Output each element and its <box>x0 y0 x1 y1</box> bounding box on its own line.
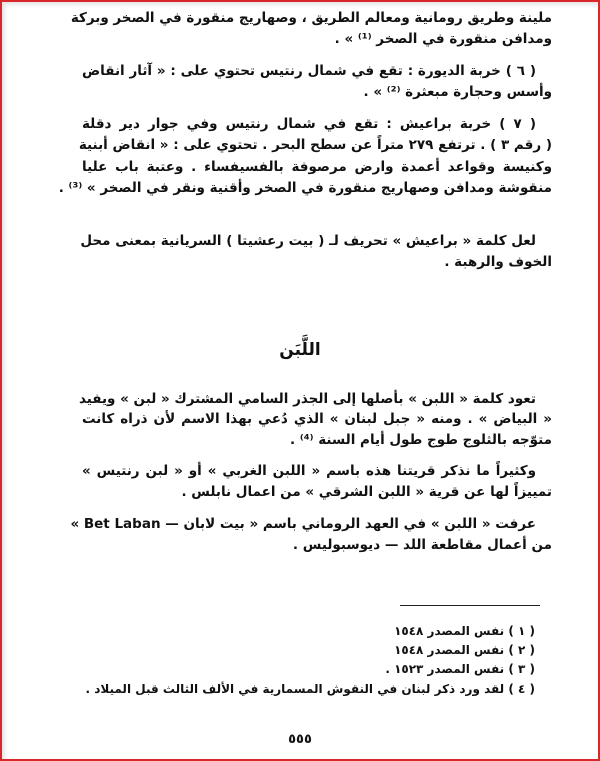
text-line: « البياض » . ومنه « جبل لبنان » الذي دُعي بهذا الاسم لأن ذراه كانت <box>82 411 552 427</box>
text-line: لعل كلمة « براعيش » تحريف لـ ( بيت رعشيتا ) السريانية بمعنى محل <box>80 233 536 249</box>
text-line: وأسس وحجارة مبعثرة ⁽²⁾ » . <box>363 84 552 100</box>
text-line: منقوشة ومدافن وصهاريج منقورة في الصخر وأقنية ونقر في الصخر » ⁽³⁾ . <box>58 180 552 196</box>
text-line: ( ٦ ) خربة الديورة : تقع في شمال رنتيس تحتوي على : « آثار انقاض <box>82 63 537 79</box>
text-line: ( ٧ ) خربة براعيش : تقع في شمال رنتيس وفي جوار دير دقلة <box>82 116 536 132</box>
footnote: ( ٤ ) لقد ورد ذكر لبنان في النقوش المسمارية في الألف الثالث قبل الميلاد . <box>85 682 535 696</box>
text-line: ملينة وطريق رومانية ومعالم الطريق ، وصهاريج منقورة في الصخر وبركة <box>70 10 552 26</box>
footnote: ( ٣ ) نفس المصدر ١٥٢٣ . <box>385 662 535 676</box>
text-line: من أعمال مقاطعة اللد — ديوسبوليس . <box>292 537 552 553</box>
text-line: تمييزاً لها عن قرية « اللبن الشرقي » من اعمال نابلس . <box>181 484 552 500</box>
text-line: وكثيراً ما نذكر قريتنا هذه باسم « اللبن الغربي » أو « لبن رنتيس » <box>82 463 536 479</box>
text-line: الخوف والرهبة . <box>444 254 552 270</box>
text-line: ( رقم ٣ ) . ترتفع ٢٧٩ متراً عن سطح البحر . تحتوي على : « انقاض أبنية <box>78 137 552 153</box>
footnote-divider <box>400 605 540 606</box>
footnote: ( ٢ ) نفس المصدر ١٥٤٨ <box>394 643 535 657</box>
section-heading: اللَّبَن <box>279 340 321 360</box>
text-line: وكنيسة وقواعد أعمدة وارض مرصوفة بالفسيفساء . وعتبة باب عليا <box>82 159 552 175</box>
footnote: ( ١ ) نفس المصدر ١٥٤٨ <box>394 624 535 638</box>
text-line: تعود كلمة « اللبن » بأصلها إلى الجذر السامي المشترك « لبن » ويفيد <box>78 391 536 407</box>
text-line: متوّجه بالثلوج طوج طول أيام السنة ⁽⁴⁾ . <box>290 432 552 448</box>
page-number: ٥٥٥ <box>288 732 312 747</box>
text-line: عرفت « اللبن » في العهد الروماني باسم « بيت لابان — Bet Laban » <box>70 516 536 532</box>
text-line: ومدافن منقورة في الصخر ⁽¹⁾ » . <box>334 31 552 47</box>
